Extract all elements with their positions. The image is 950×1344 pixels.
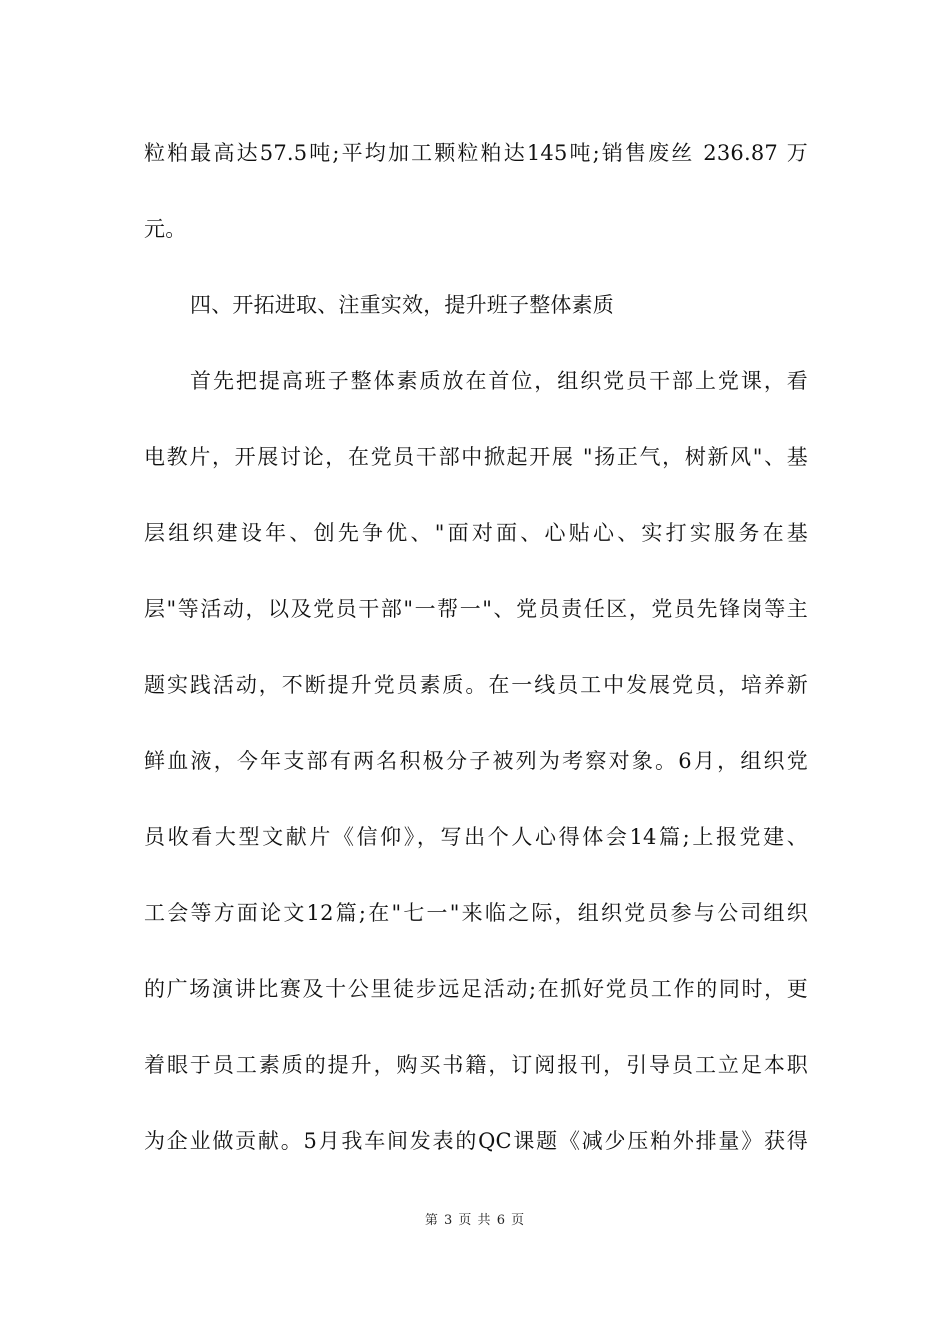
- text-line-6: 层组织建设年、创先争优、"面对面、心贴心、实打实服务在基: [144, 521, 808, 545]
- text-line-4: 首先把提高班子整体素质放在首位，组织党员干部上党课，看: [190, 369, 808, 393]
- text-line-10: 员收看大型文献片《信仰》，写出个人心得体会14篇;上报党建、: [144, 825, 808, 849]
- text-line-12: 的广场演讲比赛及十公里徒步远足活动;在抓好党员工作的同时，更: [144, 977, 808, 1001]
- text-line-7: 层"等活动，以及党员干部"一帮一"、党员责任区，党员先锋岗等主: [144, 597, 808, 621]
- text-line-5: 电教片，开展讨论，在党员干部中掀起开展 "扬正气，树新风"、基: [144, 445, 808, 469]
- text-line-2: 元。: [144, 217, 187, 241]
- page-number-footer: 第 3 页 共 6 页: [424, 1213, 526, 1228]
- text-line-8: 题实践活动，不断提升党员素质。在一线员工中发展党员，培养新: [144, 673, 808, 697]
- text-line-13: 着眼于员工素质的提升，购买书籍，订阅报刊，引导员工立足本职: [144, 1053, 808, 1077]
- text-line-14: 为企业做贡献。5月我车间发表的QC课题《减少压粕外排量》获得: [144, 1129, 808, 1153]
- text-line-9: 鲜血液，今年支部有两名积极分子被列为考察对象。6月，组织党: [144, 749, 808, 773]
- section-heading: 四、开拓进取、注重实效，提升班子整体素质: [190, 293, 614, 317]
- text-line-1: 粒粕最高达57.5吨;平均加工颗粒粕达145吨;销售废丝 236.87 万: [144, 141, 808, 165]
- text-line-11: 工会等方面论文12篇;在"七一"来临之际，组织党员参与公司组织: [144, 901, 808, 925]
